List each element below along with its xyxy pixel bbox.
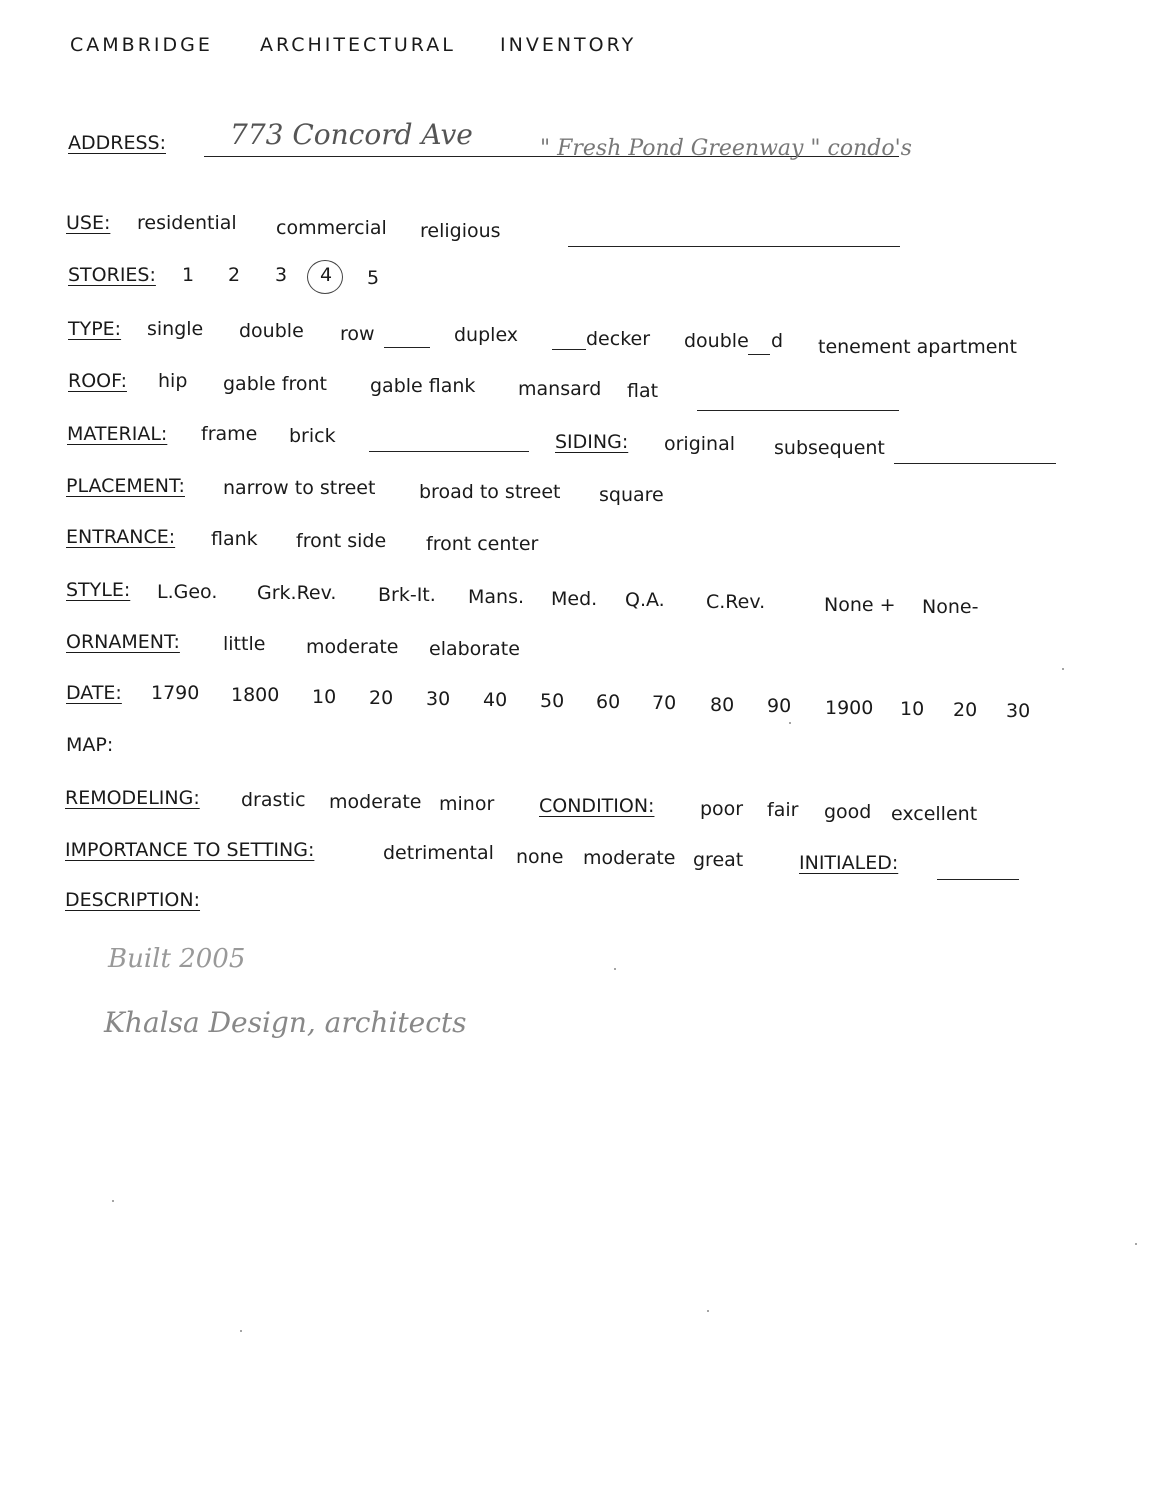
date-option-1790[interactable]: 1790 [151,682,200,704]
scan-speck [112,1200,114,1202]
style-option-mans[interactable]: Mans. [468,586,525,608]
scan-speck [240,1330,242,1332]
stories-option-4[interactable]: 4 [320,264,333,286]
date-option-60[interactable]: 60 [596,691,621,713]
placement-option-narrow[interactable]: narrow to street [223,477,376,499]
placement-option-square[interactable]: square [599,484,664,506]
stories-label: STORIES: [68,264,156,286]
stories-option-2[interactable]: 2 [228,264,241,286]
date-option-1930[interactable]: 30 [1006,700,1031,722]
material-label: MATERIAL: [67,423,168,445]
material-option-brick[interactable]: brick [289,425,336,447]
material-row [0,423,1159,459]
material-blank[interactable] [369,451,529,452]
address-handwritten: 773 Concord Ave [230,118,473,151]
use-blank[interactable] [568,246,900,247]
placement-option-broad[interactable]: broad to street [419,481,561,503]
address-label: ADDRESS: [68,132,166,154]
ornament-option-elaborate[interactable]: elaborate [429,638,520,660]
scan-speck [1062,668,1064,670]
remodeling-label: REMODELING: [65,787,200,809]
remodeling-row [0,787,1159,825]
use-row [0,212,1159,242]
importance-row [0,839,1159,874]
siding-label: SIDING: [555,431,629,453]
use-option-residential[interactable]: residential [137,212,237,234]
ornament-label: ORNAMENT: [66,631,180,653]
condition-option-excellent[interactable]: excellent [891,803,978,825]
style-option-none-minus[interactable]: None- [922,596,979,618]
importance-option-none[interactable]: none [516,846,564,868]
roof-option-gable-flank[interactable]: gable flank [370,375,476,397]
roof-option-gable-front[interactable]: gable front [223,373,327,395]
importance-option-great[interactable]: great [693,849,744,871]
style-option-crev[interactable]: C.Rev. [706,591,766,613]
importance-label: IMPORTANCE TO SETTING: [65,839,315,861]
condition-option-good[interactable]: good [824,801,872,823]
date-option-10[interactable]: 10 [312,686,337,708]
style-option-none-plus[interactable]: None + [824,594,896,616]
roof-blank[interactable] [697,410,899,411]
type-option-double[interactable]: double [239,320,304,342]
date-row [0,682,1159,722]
scan-speck [1135,1243,1137,1245]
scan-speck [789,722,791,724]
date-option-70[interactable]: 70 [652,692,677,714]
map-row [0,734,1159,764]
placement-row [0,475,1159,505]
roof-option-mansard[interactable]: mansard [518,378,602,400]
ornament-option-little[interactable]: little [223,633,266,655]
date-option-1920[interactable]: 20 [953,699,978,721]
entrance-option-front-center[interactable]: front center [426,533,539,555]
entrance-row [0,526,1159,556]
date-option-30[interactable]: 30 [426,688,451,710]
importance-option-moderate[interactable]: moderate [583,847,676,869]
roof-label: ROOF: [68,370,127,392]
header-word-inventory: INVENTORY [500,34,637,56]
description-label: DESCRIPTION: [65,889,201,911]
header-word-cambridge: CAMBRIDGE [70,34,213,56]
description-handwritten-line1: Built 2005 [108,944,246,974]
condition-option-fair[interactable]: fair [767,799,799,821]
date-option-50[interactable]: 50 [540,690,565,712]
remodeling-option-minor[interactable]: minor [439,793,495,815]
date-option-40[interactable]: 40 [483,689,508,711]
use-label: USE: [66,212,111,234]
remodeling-option-drastic[interactable]: drastic [241,789,306,811]
type-option-d-suffix: d [771,330,784,352]
ornament-option-moderate[interactable]: moderate [306,636,399,658]
stories-option-5[interactable]: 5 [367,267,380,289]
scan-speck [707,1310,709,1312]
style-label: STYLE: [66,579,131,601]
header-word-architectural: ARCHITECTURAL [260,34,456,56]
style-option-med[interactable]: Med. [551,588,598,610]
siding-option-original[interactable]: original [664,433,736,455]
date-label: DATE: [66,682,122,704]
placement-label: PLACEMENT: [66,475,185,497]
remodeling-option-moderate[interactable]: moderate [329,791,422,813]
initialed-label: INITIALED: [799,852,899,874]
condition-option-poor[interactable]: poor [700,798,744,820]
type-double-d-blank[interactable] [748,354,770,355]
date-option-1800[interactable]: 1800 [231,684,280,706]
date-option-1910[interactable]: 10 [900,698,925,720]
stories-option-3[interactable]: 3 [275,264,288,286]
stories-option-1[interactable]: 1 [182,264,195,286]
date-option-80[interactable]: 80 [710,694,735,716]
roof-option-flat[interactable]: flat [627,380,659,402]
date-option-90[interactable]: 90 [767,695,792,717]
type-option-row[interactable]: row [340,323,375,345]
style-option-qa[interactable]: Q.A. [625,589,665,611]
date-option-20[interactable]: 20 [369,687,394,709]
address-row [0,118,1159,162]
style-option-lgeo[interactable]: L.Geo. [157,581,218,603]
ornament-row [0,631,1159,661]
description-row [0,889,1159,919]
address-handwritten-note: " Fresh Pond Greenway " condo's [540,136,912,161]
type-row [0,318,1159,358]
style-row [0,579,1159,618]
roof-row [0,370,1159,400]
siding-blank[interactable] [894,463,1056,464]
entrance-label: ENTRANCE: [66,526,176,548]
type-option-single[interactable]: single [147,318,204,340]
description-handwritten-line2: Khalsa Design, architects [104,1006,467,1039]
scan-speck [614,968,616,970]
type-option-decker[interactable]: decker [586,328,651,350]
entrance-option-front-side[interactable]: front side [296,530,387,552]
type-option-double-d[interactable]: double [684,330,749,352]
map-label: MAP: [66,734,114,756]
initialed-blank[interactable] [937,879,1019,880]
entrance-option-flank[interactable]: flank [211,528,258,550]
type-option-duplex[interactable]: duplex [454,324,519,346]
use-option-religious[interactable]: religious [420,220,501,242]
type-option-tenement-apartment[interactable]: tenement apartment [818,336,1017,358]
roof-option-hip[interactable]: hip [158,370,188,392]
date-option-1900[interactable]: 1900 [825,697,874,719]
type-row-blank[interactable] [384,347,430,348]
material-option-frame[interactable]: frame [201,423,258,445]
style-option-grkrev[interactable]: Grk.Rev. [257,582,337,604]
style-option-brkit[interactable]: Brk-It. [378,584,436,606]
type-decker-blank[interactable] [552,349,586,350]
siding-option-subsequent[interactable]: subsequent [774,437,885,459]
stories-row [0,264,1159,294]
importance-option-detrimental[interactable]: detrimental [383,842,494,864]
stories-selection-circle [307,260,343,294]
condition-label: CONDITION: [539,795,655,817]
use-option-commercial[interactable]: commercial [276,217,387,239]
type-label: TYPE: [68,318,122,340]
